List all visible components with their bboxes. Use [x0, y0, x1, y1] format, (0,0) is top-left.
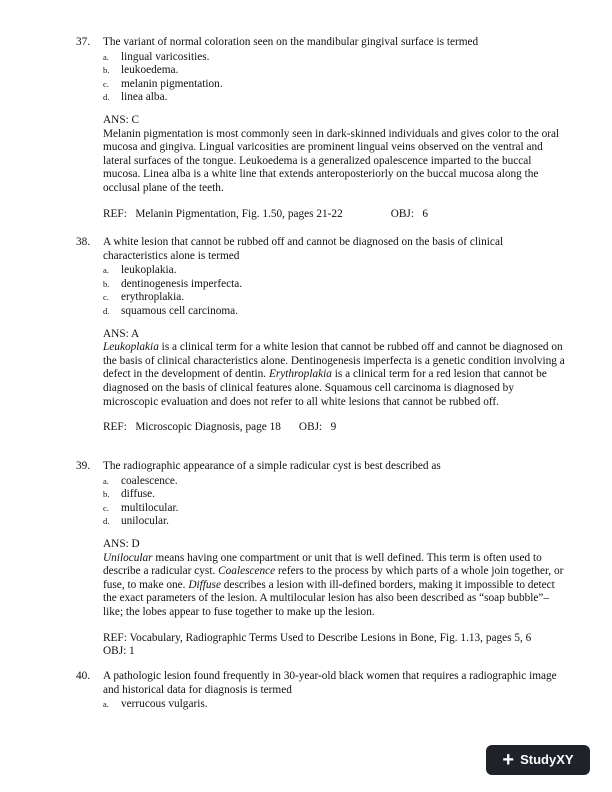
option-d: d. squamous cell carcinoma.: [103, 304, 239, 317]
options-list: [103, 264, 566, 318]
question-stem: A pathologic lesion found frequently in 30-year-old black women that requires a radiographic image and historical data for diagnosis is termed: [103, 670, 557, 696]
question-37: [76, 36, 566, 221]
option-a: a. lingual varicosities.: [103, 50, 210, 63]
answer-key: ANS: A: [103, 327, 140, 340]
option-a: a. coalescence.: [103, 474, 178, 487]
question-40: [76, 670, 566, 712]
question-39: [76, 460, 566, 659]
option-c: c. erythroplakia.: [103, 291, 185, 304]
option-c: c. melanin pigmentation.: [103, 77, 223, 90]
question-number: 40.: [76, 670, 91, 682]
question-stem: A white lesion that cannot be rubbed off and cannot be diagnosed on the basis of clinical characteristics alone is termed: [103, 236, 504, 262]
option-b: b. diffuse.: [103, 488, 155, 501]
studyxy-badge[interactable]: [486, 745, 590, 775]
option-a: a. verrucous vulgaris.: [103, 698, 208, 711]
question-number: 37.: [76, 36, 91, 48]
question-number: 39.: [76, 460, 91, 472]
options-list: [103, 475, 566, 529]
option-b: b. dentinogenesis imperfecta.: [103, 277, 243, 290]
reference-line: REF: Melanin Pigmentation, Fig. 1.50, pages 21-22 OBJ: 6: [103, 207, 429, 220]
option-c: c. multilocular.: [103, 501, 179, 514]
options-list: [103, 698, 566, 712]
option-d: d. linea alba.: [103, 91, 168, 104]
reference-line: REF: Microscopic Diagnosis, page 18 OBJ: 9: [103, 421, 337, 434]
question-stem: The radiographic appearance of a simple radicular cyst is best described as: [103, 460, 441, 472]
rationale: Melanin pigmentation is most commonly seen in dark-skinned individuals and gives color to the oral mucosa and gingiva. Lingual varicosities are prominent lingual veins observed on the ventral and lateral surfaces of the tongue. Leukoedema is a generalized opalescence imparted to the buccal mucosa. Linea alba is a white line that extends anteroposteriorly on the buccal mucosa along the occlusal plane of the teeth.: [103, 127, 560, 194]
rationale: Leukoplakia is a clinical term for a white lesion that cannot be rubbed off and cannot be diagnosed on the basis of clinical characteristics alone. Dentinogenesis imperfecta is a genetic condition involving a defect in the development of dentin. Erythroplakia is a clinical term for a red lesion that cannot be diagnosed on the basis of clinical features alone. Squamous cell carcinoma is diagnosed by microscopic evaluation and does not refer to all white lesions that cannot be rubbed off.: [103, 341, 565, 408]
answer-key: ANS: D: [103, 537, 140, 550]
answer-key: ANS: C: [103, 113, 140, 126]
question-number: 38.: [76, 236, 91, 248]
option-d: d. unilocular.: [103, 515, 170, 528]
question-38: [76, 236, 566, 435]
question-stem: The variant of normal coloration seen on the mandibular gingival surface is termed: [103, 36, 479, 48]
reference-line: REF: Vocabulary, Radiographic Terms Used to Describe Lesions in Bone, Fig. 1.13, pages 5, 6 OBJ: 1: [103, 631, 532, 658]
badge-label: StudyXY: [520, 752, 574, 768]
option-a: a. leukoplakia.: [103, 264, 177, 277]
options-list: [103, 51, 566, 105]
option-b: b. leukoedema.: [103, 64, 179, 77]
rationale: Unilocular means having one compartment or unit that is well defined. This term is often used to describe a radicular cyst. Coalescence refers to the process by which parts of a whole join together, or fuse, to make one. Diffuse describes a lesion with ill-defined borders, making it impossible to detect the exact parameters of the lesion. A multilocular lesion has also been described as “soap bubble”–like; the lobes appear to fuse together to make up the lesion.: [103, 551, 564, 618]
plus-icon: +: [502, 749, 515, 771]
